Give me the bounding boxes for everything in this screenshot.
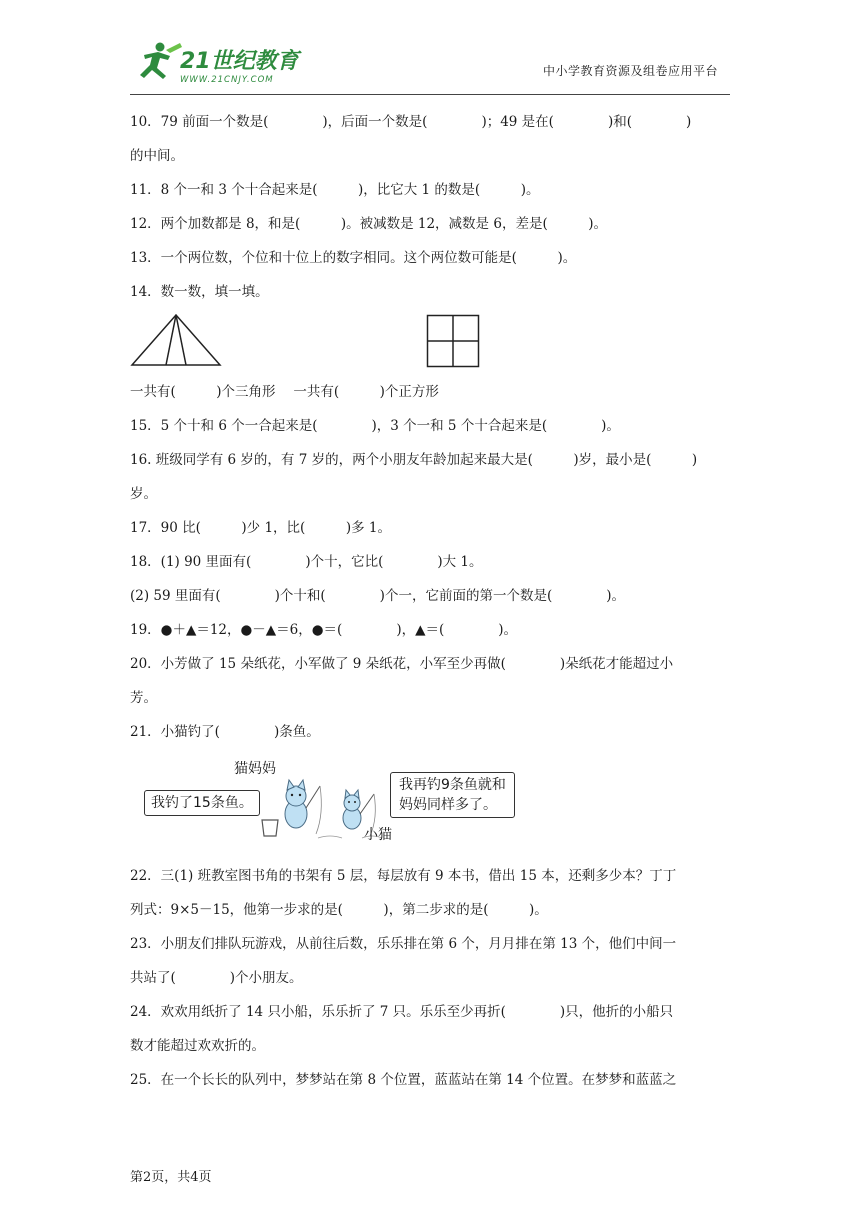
q11: 11．8 个一和 3 个十合起来是( )，比它大 1 的数是( )。 bbox=[130, 182, 540, 198]
mother-cat-label: 猫妈妈 bbox=[234, 761, 276, 777]
svg-text:WWW.21CNJY.COM: WWW.21CNJY.COM bbox=[180, 75, 274, 85]
q16-line2: 岁。 bbox=[130, 486, 157, 502]
page-header bbox=[130, 38, 730, 95]
q10-line2: 的中间。 bbox=[130, 148, 184, 164]
q22-line2: 列式：9×5－15，他第一步求的是( )，第二步求的是( )。 bbox=[130, 902, 548, 918]
kitten-bubble-line2: 妈妈同样多了。 bbox=[399, 797, 497, 813]
q24-line1: 24．欢欢用纸折了 14 只小船，乐乐折了 7 只。乐乐至少再折( )只，他折的小船只 bbox=[130, 1004, 674, 1020]
page-footer: 第2页，共4页 bbox=[130, 1170, 212, 1185]
q18-part2: (2) 59 里面有( )个十和( )个一，它前面的第一个数是( )。 bbox=[130, 588, 625, 604]
q17: 17．90 比( )少 1，比( )多 1。 bbox=[130, 520, 391, 536]
fishing-illustration bbox=[140, 756, 540, 846]
q19: 19．●＋▲＝12，●－▲＝6，●＝( )，▲＝( )。 bbox=[130, 622, 517, 638]
q16-line1: 16. 班级同学有 6 岁的，有 7 岁的，两个小朋友年龄加起来最大是( )岁，最小是( ) bbox=[130, 452, 698, 468]
q18-part1: 18．(1) 90 里面有( )个十，它比( )大 1。 bbox=[130, 554, 483, 570]
q13: 13．一个两位数，个位和十位上的数字相同。这个两位数可能是( )。 bbox=[130, 250, 577, 266]
q14-answer: 一共有( )个三角形 一共有( )个正方形 bbox=[130, 384, 439, 400]
q23-line2: 共站了( )个小朋友。 bbox=[130, 970, 303, 986]
kitten-bubble bbox=[390, 772, 515, 818]
platform-name: 中小学教育资源及组卷应用平台 bbox=[542, 64, 718, 78]
kitten-bubble-line1: 我再钓9条鱼就和 bbox=[399, 777, 506, 793]
q25-line1: 25．在一个长长的队列中，梦梦站在第 8 个位置，蓝蓝站在第 14 个位置。在梦梦和蓝蓝之 bbox=[130, 1072, 677, 1088]
q21: 21．小猫钓了( )条鱼。 bbox=[130, 724, 320, 740]
q14: 14．数一数，填一填。 bbox=[130, 284, 269, 300]
q23-line1: 23．小朋友们排队玩游戏，从前往后数，乐乐排在第 6 个，月月排在第 13 个，他们中间一 bbox=[130, 936, 677, 952]
svg-text:21世纪教育: 21世纪教育 bbox=[180, 49, 299, 74]
square-grid-figure bbox=[426, 314, 480, 368]
q24-line2: 数才能超过欢欢折的。 bbox=[130, 1038, 265, 1054]
q20-line1: 20．小芳做了 15 朵纸花，小军做了 9 朵纸花，小军至少再做( )朵纸花才能超过小 bbox=[130, 656, 674, 672]
logo-21cnjy bbox=[130, 38, 310, 88]
triangle-figure bbox=[130, 312, 222, 368]
q12: 12．两个加数都是 8，和是( )。被减数是 12，减数是 6，差是( )。 bbox=[130, 216, 607, 232]
q20-line2: 芳。 bbox=[130, 690, 157, 706]
q10-line1: 10．79 前面一个数是( )，后面一个数是( )；49 是在( )和( ) bbox=[130, 114, 692, 130]
runner-icon bbox=[140, 43, 182, 80]
kitten-label: 小猫 bbox=[364, 827, 392, 843]
mother-cat-bubble: 我钓了15条鱼。 bbox=[144, 790, 260, 816]
q15: 15．5 个十和 6 个一合起来是( )，3 个一和 5 个十合起来是( )。 bbox=[130, 418, 620, 434]
q22-line1: 22．三(1) 班教室图书角的书架有 5 层，每层放有 9 本书，借出 15 本，还剩多少本？丁丁 bbox=[130, 868, 677, 884]
